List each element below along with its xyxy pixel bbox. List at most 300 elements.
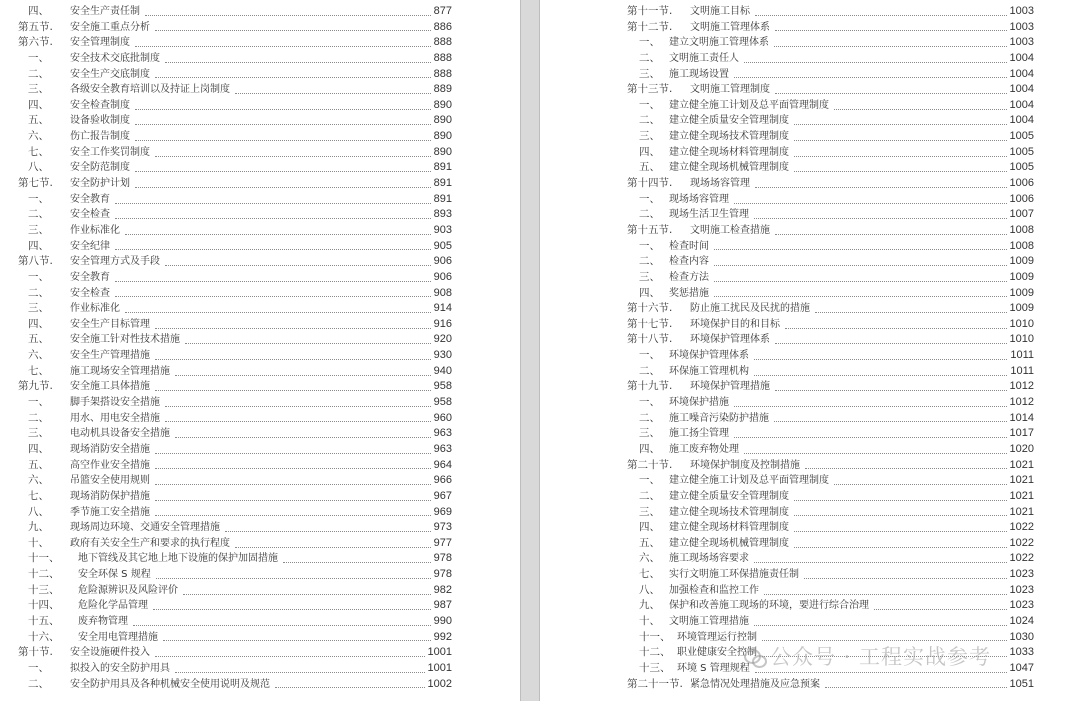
toc-subsection-entry[interactable] xyxy=(0,270,520,286)
toc-page-number: 978 xyxy=(433,568,452,581)
toc-entry-number: 七、 xyxy=(28,489,49,502)
toc-entry-title: 环境管理运行控制 xyxy=(677,631,757,643)
toc-section-entry[interactable] xyxy=(0,645,520,661)
toc-subsection-entry[interactable] xyxy=(0,411,520,427)
toc-section-entry[interactable] xyxy=(540,4,1080,20)
toc-entry-title: 建立文明施工管理体系 xyxy=(669,37,769,49)
toc-dot-leader xyxy=(775,342,1007,344)
toc-dot-leader xyxy=(774,420,1007,422)
toc-dot-leader xyxy=(744,452,1007,454)
toc-entry-number: 三、 xyxy=(639,67,660,80)
toc-dot-leader xyxy=(794,139,1007,141)
toc-entry-title: 文明施工检查措施 xyxy=(690,224,770,236)
toc-entry-number: 二、 xyxy=(28,208,49,221)
toc-subsection-entry[interactable] xyxy=(540,598,1080,614)
toc-page-number: 888 xyxy=(433,67,452,80)
toc-entry-number: 七、 xyxy=(28,145,49,158)
toc-subsection-entry[interactable] xyxy=(540,348,1080,364)
toc-entry-number: 一、 xyxy=(28,270,49,283)
toc-entry-number: 七、 xyxy=(639,568,660,581)
toc-entry-number: 第十五节. xyxy=(627,223,673,236)
toc-subsection-entry[interactable] xyxy=(0,583,520,599)
toc-dot-leader xyxy=(825,686,1007,688)
toc-subsection-entry[interactable] xyxy=(0,113,520,129)
toc-entry-title: 地下管线及其它地上地下设施的保护加固措施 xyxy=(78,553,278,565)
toc-subsection-entry[interactable] xyxy=(0,520,520,536)
toc-subsection-entry[interactable] xyxy=(0,223,520,239)
toc-entry-number: 四、 xyxy=(28,442,49,455)
toc-subsection-entry[interactable] xyxy=(540,520,1080,536)
toc-page-number: 889 xyxy=(433,83,452,96)
toc-section-entry[interactable] xyxy=(0,35,520,51)
toc-subsection-entry[interactable] xyxy=(0,317,520,333)
toc-entry-number: 九、 xyxy=(639,599,660,612)
toc-entry-title: 建立健全现场机械管理制度 xyxy=(669,162,789,174)
toc-entry-number: 八、 xyxy=(28,161,49,174)
toc-entry-title: 现场生活卫生管理 xyxy=(669,209,749,221)
toc-entry-title: 奖惩措施 xyxy=(669,287,709,299)
toc-entry-title: 施工噪音污染防护措施 xyxy=(669,412,769,424)
toc-subsection-entry[interactable] xyxy=(540,51,1080,67)
toc-entry-title: 安全施工针对性技术措施 xyxy=(70,334,180,346)
toc-subsection-entry[interactable] xyxy=(0,630,520,646)
toc-dot-leader xyxy=(155,467,431,469)
toc-page-number: 1009 xyxy=(1009,302,1034,315)
toc-entry-title: 防止施工扰民及民扰的措施 xyxy=(690,303,810,315)
toc-subsection-entry[interactable] xyxy=(540,145,1080,161)
toc-entry-number: 四、 xyxy=(639,442,660,455)
toc-entry-title: 文明施工管理制度 xyxy=(690,84,770,96)
toc-entry-title: 环境保护措施 xyxy=(669,397,729,409)
toc-entry-number: 一、 xyxy=(639,396,660,409)
toc-dot-leader xyxy=(165,61,431,63)
toc-dot-leader xyxy=(714,295,1007,297)
toc-entry-title: 安全生产交底制度 xyxy=(70,68,150,80)
toc-dot-leader xyxy=(135,123,431,125)
toc-entry-title: 文明施工管理体系 xyxy=(690,21,770,33)
toc-dot-leader xyxy=(145,14,431,16)
toc-entry-number: 一、 xyxy=(639,192,660,205)
toc-dot-leader xyxy=(794,155,1007,157)
toc-subsection-entry[interactable] xyxy=(540,270,1080,286)
toc-subsection-entry[interactable] xyxy=(0,567,520,583)
toc-dot-leader xyxy=(153,608,431,610)
toc-subsection-entry[interactable] xyxy=(540,411,1080,427)
toc-page-number: 890 xyxy=(433,145,452,158)
toc-dot-leader xyxy=(135,45,431,47)
toc-dot-leader xyxy=(235,92,431,94)
toc-page-number: 973 xyxy=(433,521,452,534)
toc-subsection-entry[interactable] xyxy=(540,239,1080,255)
toc-subsection-entry[interactable] xyxy=(0,598,520,614)
toc-entry-number: 五、 xyxy=(639,536,660,549)
toc-page-number: 992 xyxy=(433,630,452,643)
toc-entry-title: 危险化学品管理 xyxy=(78,600,148,612)
toc-subsection-entry[interactable] xyxy=(0,160,520,176)
toc-dot-leader xyxy=(754,358,1007,360)
toc-entry-title: 作业标准化 xyxy=(70,224,120,236)
toc-subsection-entry[interactable] xyxy=(0,348,520,364)
toc-entry-number: 二、 xyxy=(639,51,660,64)
toc-entry-title: 施工现场安全管理措施 xyxy=(70,365,170,377)
toc-entry-number: 十六、 xyxy=(28,630,60,643)
toc-entry-title: 现场消防安全措施 xyxy=(70,443,150,455)
toc-dot-leader xyxy=(175,671,425,673)
toc-entry-number: 五、 xyxy=(639,161,660,174)
toc-dot-leader xyxy=(834,108,1007,110)
toc-list-left xyxy=(0,4,520,692)
toc-subsection-entry[interactable] xyxy=(0,145,520,161)
toc-dot-leader xyxy=(133,624,431,626)
toc-subsection-entry[interactable] xyxy=(0,192,520,208)
toc-entry-number: 十、 xyxy=(28,536,49,549)
toc-dot-leader xyxy=(775,233,1007,235)
toc-subsection-entry[interactable] xyxy=(0,677,520,693)
toc-dot-leader xyxy=(115,248,431,250)
toc-subsection-entry[interactable] xyxy=(0,301,520,317)
toc-dot-leader xyxy=(754,374,1007,376)
toc-page-number: 890 xyxy=(433,98,452,111)
toc-subsection-entry[interactable] xyxy=(540,567,1080,583)
toc-subsection-entry[interactable] xyxy=(540,98,1080,114)
toc-dot-leader xyxy=(183,593,431,595)
toc-section-entry[interactable] xyxy=(540,677,1080,693)
toc-entry-number: 第十一节. xyxy=(627,5,673,17)
toc-entry-title: 建立健全现场机械管理制度 xyxy=(669,537,789,549)
toc-page-number: 1011 xyxy=(1010,349,1034,362)
toc-page-number: 1002 xyxy=(427,677,452,690)
toc-entry-title: 现场场容管理 xyxy=(690,178,750,190)
toc-subsection-entry[interactable] xyxy=(540,536,1080,552)
toc-entry-number: 四、 xyxy=(639,286,660,299)
toc-entry-title: 安全防护计划 xyxy=(70,178,130,190)
toc-section-entry[interactable] xyxy=(540,82,1080,98)
toc-subsection-entry[interactable] xyxy=(540,254,1080,270)
toc-dot-leader xyxy=(155,452,431,454)
toc-entry-title: 建立健全施工计划及总平面管理制度 xyxy=(669,475,829,487)
toc-entry-title: 伤亡报告制度 xyxy=(70,131,130,143)
toc-page-number: 916 xyxy=(433,317,452,330)
toc-entry-number: 第十三节. xyxy=(627,83,673,96)
toc-entry-number: 第二十一节. xyxy=(627,677,683,690)
toc-entry-number: 四、 xyxy=(28,317,49,330)
toc-dot-leader xyxy=(225,530,431,532)
page-gutter xyxy=(520,0,540,701)
toc-subsection-entry[interactable] xyxy=(540,505,1080,521)
toc-subsection-entry[interactable] xyxy=(540,207,1080,223)
toc-page-number: 1004 xyxy=(1009,83,1034,96)
toc-entry-title: 安全生产管理措施 xyxy=(70,350,150,362)
toc-entry-title: 建立健全施工计划及总平面管理制度 xyxy=(669,99,829,111)
toc-entry-number: 四、 xyxy=(28,239,49,252)
toc-page-number: 969 xyxy=(433,505,452,518)
toc-section-entry[interactable] xyxy=(0,254,520,270)
toc-entry-number: 二、 xyxy=(28,677,49,690)
toc-page-number: 891 xyxy=(433,161,452,174)
toc-subsection-entry[interactable] xyxy=(0,536,520,552)
toc-entry-title: 拟投入的安全防护用具 xyxy=(70,662,170,674)
toc-dot-leader xyxy=(794,170,1007,172)
toc-subsection-entry[interactable] xyxy=(540,614,1080,630)
toc-entry-number: 四、 xyxy=(28,5,49,17)
toc-page-number: 1008 xyxy=(1009,223,1034,236)
toc-section-entry[interactable] xyxy=(540,176,1080,192)
toc-subsection-entry[interactable] xyxy=(0,332,520,348)
toc-page-number: 886 xyxy=(433,20,452,33)
toc-dot-leader xyxy=(155,389,431,391)
toc-entry-title: 安全环保 S 规程 xyxy=(78,569,151,581)
toc-dot-leader xyxy=(155,29,431,31)
toc-entry-title: 建立健全现场技术管理制度 xyxy=(669,131,789,143)
toc-page-number: 1012 xyxy=(1009,396,1034,409)
toc-entry-title: 紧急情况处理措施及应急预案 xyxy=(690,678,820,690)
toc-subsection-entry[interactable] xyxy=(0,458,520,474)
toc-subsection-entry[interactable] xyxy=(0,67,520,83)
toc-subsection-entry[interactable] xyxy=(540,35,1080,51)
toc-section-entry[interactable] xyxy=(540,317,1080,333)
toc-page-number: 1024 xyxy=(1009,614,1034,627)
toc-entry-title: 建立健全现场材料管理制度 xyxy=(669,522,789,534)
toc-page-number: 1004 xyxy=(1009,114,1034,127)
toc-entry-number: 四、 xyxy=(639,145,660,158)
toc-page-number: 890 xyxy=(433,114,452,127)
toc-entry-title: 环境 S 管理规程 xyxy=(677,662,750,674)
toc-page-number: 1010 xyxy=(1009,317,1034,330)
toc-page-number: 990 xyxy=(433,614,452,627)
toc-page-number: 914 xyxy=(433,302,452,315)
toc-subsection-entry[interactable] xyxy=(0,473,520,489)
toc-section-entry[interactable] xyxy=(540,332,1080,348)
toc-dot-leader xyxy=(165,420,431,422)
toc-page-number: 1005 xyxy=(1009,161,1034,174)
toc-subsection-entry[interactable] xyxy=(0,614,520,630)
toc-entry-number: 二、 xyxy=(639,411,660,424)
toc-subsection-entry[interactable] xyxy=(0,4,520,20)
toc-entry-title: 施工现场场容要求 xyxy=(669,553,749,565)
toc-entry-title: 安全检查制度 xyxy=(70,99,130,111)
toc-dot-leader xyxy=(794,514,1007,516)
toc-dot-leader xyxy=(754,217,1007,219)
toc-page-number: 888 xyxy=(433,51,452,64)
toc-subsection-entry[interactable] xyxy=(540,113,1080,129)
toc-entry-number: 三、 xyxy=(28,302,49,315)
toc-entry-title: 安全生产责任制 xyxy=(70,6,140,17)
toc-entry-number: 第十节. xyxy=(18,646,53,659)
toc-entry-number: 二、 xyxy=(639,364,660,377)
toc-section-entry[interactable] xyxy=(540,301,1080,317)
toc-page-number: 982 xyxy=(433,583,452,596)
toc-subsection-entry[interactable] xyxy=(540,160,1080,176)
toc-subsection-entry[interactable] xyxy=(0,661,520,677)
toc-page-number: 1010 xyxy=(1009,333,1034,346)
toc-section-entry[interactable] xyxy=(540,223,1080,239)
toc-entry-title: 用水、用电安全措施 xyxy=(70,412,160,424)
toc-dot-leader xyxy=(794,123,1007,125)
toc-page-left xyxy=(0,0,520,701)
toc-dot-leader xyxy=(744,61,1007,63)
toc-page-number: 1023 xyxy=(1009,599,1034,612)
toc-subsection-entry[interactable] xyxy=(0,239,520,255)
toc-dot-leader xyxy=(125,233,431,235)
toc-entry-number: 十、 xyxy=(639,614,660,627)
toc-entry-number: 十一、 xyxy=(28,552,60,565)
toc-subsection-entry[interactable] xyxy=(0,442,520,458)
toc-entry-title: 环境保护管理体系 xyxy=(690,334,770,346)
toc-section-entry[interactable] xyxy=(0,176,520,192)
toc-page-number: 888 xyxy=(433,36,452,49)
toc-dot-leader xyxy=(755,186,1007,188)
toc-dot-leader xyxy=(155,655,425,657)
toc-entry-number: 二、 xyxy=(639,255,660,268)
toc-subsection-entry[interactable] xyxy=(0,98,520,114)
toc-entry-title: 脚手架搭设安全措施 xyxy=(70,397,160,409)
toc-entry-title: 环保施工管理机构 xyxy=(669,365,749,377)
toc-page-number: 1021 xyxy=(1009,489,1034,502)
toc-entry-title: 安全检查 xyxy=(70,209,110,221)
toc-page-number: 1011 xyxy=(1010,364,1034,377)
toc-dot-leader xyxy=(755,671,1007,673)
toc-subsection-entry[interactable] xyxy=(540,583,1080,599)
toc-page-number: 1051 xyxy=(1009,677,1034,690)
toc-subsection-entry[interactable] xyxy=(0,51,520,67)
toc-entry-number: 第十八节. xyxy=(627,333,673,346)
toc-section-entry[interactable] xyxy=(540,20,1080,36)
toc-page-number: 891 xyxy=(433,177,452,190)
toc-page-number: 1014 xyxy=(1009,411,1034,424)
toc-subsection-entry[interactable] xyxy=(540,192,1080,208)
toc-page-number: 1005 xyxy=(1009,130,1034,143)
toc-subsection-entry[interactable] xyxy=(0,505,520,521)
toc-entry-number: 三、 xyxy=(639,130,660,143)
toc-dot-leader xyxy=(805,467,1007,469)
toc-page-number: 1030 xyxy=(1009,630,1034,643)
toc-dot-leader xyxy=(135,108,431,110)
toc-entry-title: 废弃物管理 xyxy=(78,615,128,627)
toc-subsection-entry[interactable] xyxy=(540,364,1080,380)
toc-entry-number: 第五节. xyxy=(18,20,53,33)
toc-entry-number: 十三、 xyxy=(639,661,671,674)
toc-section-entry[interactable] xyxy=(0,20,520,36)
toc-entry-number: 第九节. xyxy=(18,380,53,393)
toc-entry-title: 安全教育 xyxy=(70,193,110,205)
watermark xyxy=(744,641,991,671)
toc-dot-leader xyxy=(775,389,1007,391)
toc-page-number: 1008 xyxy=(1009,239,1034,252)
toc-entry-number: 三、 xyxy=(28,83,49,96)
toc-subsection-entry[interactable] xyxy=(0,129,520,145)
toc-entry-title: 实行文明施工环保措施责任制 xyxy=(669,569,799,581)
toc-section-entry[interactable] xyxy=(540,458,1080,474)
toc-subsection-entry[interactable] xyxy=(0,207,520,223)
toc-entry-number: 二、 xyxy=(28,411,49,424)
toc-entry-number: 二、 xyxy=(639,489,660,502)
toc-subsection-entry[interactable] xyxy=(540,551,1080,567)
toc-entry-number: 二、 xyxy=(28,286,49,299)
toc-subsection-entry[interactable] xyxy=(540,442,1080,458)
toc-page-number: 930 xyxy=(433,349,452,362)
toc-dot-leader xyxy=(275,686,425,688)
toc-entry-number: 九、 xyxy=(28,521,49,534)
toc-subsection-entry[interactable] xyxy=(540,129,1080,145)
toc-entry-number: 第十二节. xyxy=(627,20,673,33)
toc-dot-leader xyxy=(125,311,431,313)
toc-subsection-entry[interactable] xyxy=(0,489,520,505)
toc-entry-title: 现场周边环境、交通安全管理措施 xyxy=(70,522,220,534)
toc-subsection-entry[interactable] xyxy=(540,489,1080,505)
toc-subsection-entry[interactable] xyxy=(0,426,520,442)
toc-entry-title: 作业标准化 xyxy=(70,303,120,315)
toc-page-number: 1022 xyxy=(1009,536,1034,549)
toc-entry-title: 安全教育 xyxy=(70,271,110,283)
toc-entry-number: 第十四节. xyxy=(627,177,673,190)
wechat-icon xyxy=(744,648,766,666)
toc-dot-leader xyxy=(135,170,431,172)
toc-entry-title: 高空作业安全措施 xyxy=(70,459,150,471)
toc-page-number: 967 xyxy=(433,489,452,502)
toc-page-number: 1047 xyxy=(1009,661,1034,674)
toc-page-number: 1005 xyxy=(1009,145,1034,158)
toc-subsection-entry[interactable] xyxy=(0,364,520,380)
toc-entry-number: 第二十节. xyxy=(627,458,673,471)
toc-dot-leader xyxy=(115,295,431,297)
toc-entry-title: 各级安全教育培训以及持证上岗制度 xyxy=(70,84,230,96)
toc-entry-title: 建立健全质量安全管理制度 xyxy=(669,115,789,127)
toc-entry-title: 现场消防保护措施 xyxy=(70,490,150,502)
toc-page-number: 905 xyxy=(433,239,452,252)
toc-list-right xyxy=(540,4,1080,692)
toc-entry-number: 第十六节. xyxy=(627,302,673,315)
toc-dot-leader xyxy=(175,374,431,376)
toc-subsection-entry[interactable] xyxy=(540,286,1080,302)
toc-entry-title: 保护和改善施工现场的环境，要进行综合治理 xyxy=(669,600,869,612)
toc-entry-title: 环境保护制度及控制措施 xyxy=(690,459,800,471)
toc-subsection-entry[interactable] xyxy=(540,67,1080,83)
toc-entry-number: 三、 xyxy=(28,223,49,236)
toc-subsection-entry[interactable] xyxy=(540,395,1080,411)
toc-dot-leader xyxy=(764,593,1007,595)
toc-subsection-entry[interactable] xyxy=(0,82,520,98)
toc-dot-leader xyxy=(115,202,431,204)
toc-dot-leader xyxy=(815,311,1007,313)
toc-entry-number: 十三、 xyxy=(28,583,60,596)
toc-section-entry[interactable] xyxy=(540,379,1080,395)
toc-entry-number: 一、 xyxy=(28,192,49,205)
toc-subsection-entry[interactable] xyxy=(0,395,520,411)
toc-entry-number: 三、 xyxy=(28,427,49,440)
toc-entry-number: 一、 xyxy=(639,239,660,252)
toc-entry-number: 一、 xyxy=(639,36,660,49)
toc-entry-title: 吊篮安全使用规则 xyxy=(70,475,150,487)
toc-page-number: 1006 xyxy=(1009,192,1034,205)
toc-page-number: 1003 xyxy=(1009,5,1034,17)
toc-entry-number: 一、 xyxy=(639,349,660,362)
toc-dot-leader xyxy=(135,186,431,188)
toc-subsection-entry[interactable] xyxy=(0,551,520,567)
toc-section-entry[interactable] xyxy=(0,379,520,395)
toc-page-number: 903 xyxy=(433,223,452,236)
toc-entry-title: 安全防范制度 xyxy=(70,162,130,174)
toc-dot-leader xyxy=(734,76,1007,78)
toc-subsection-entry[interactable] xyxy=(540,426,1080,442)
toc-dot-leader xyxy=(163,639,431,641)
toc-dot-leader xyxy=(775,92,1007,94)
toc-page-number: 1009 xyxy=(1009,255,1034,268)
toc-dot-leader xyxy=(235,546,431,548)
toc-subsection-entry[interactable] xyxy=(540,473,1080,489)
toc-dot-leader xyxy=(185,342,431,344)
toc-subsection-entry[interactable] xyxy=(0,286,520,302)
toc-page-number: 966 xyxy=(433,474,452,487)
